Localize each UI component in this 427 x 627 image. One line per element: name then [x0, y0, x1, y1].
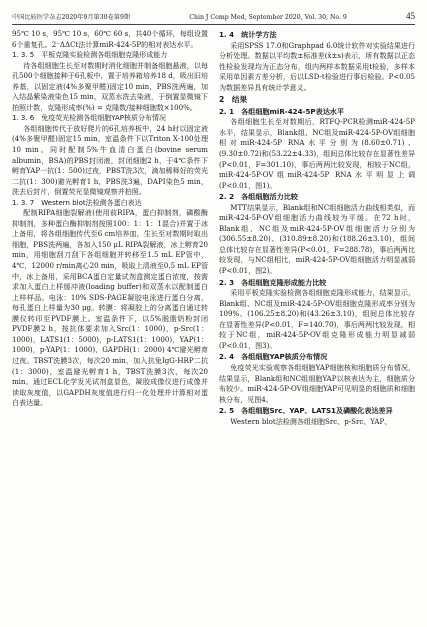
- page-number: 45: [406, 11, 415, 21]
- section-heading: 2. 3 各组细胞克隆形成能力比较: [219, 277, 327, 287]
- subsection-heading: 1. 3. 5 平板克隆实验检测各组细胞克隆形成能力: [12, 51, 168, 60]
- section-heading: 2. 5 各组细胞Src、YAP、LATS1及磷酸化表达差异: [219, 406, 393, 416]
- body-paragraph: 采用平板克隆实验检测各组细胞克隆形成能力，结果显示，Blank组、NC组及miR-424-5P-OV组细胞克隆形成率分别为109%、(106.25±8.20)和(43.26±3.10)，组间总体比较存在显著性差异(P<0.01，F=140.70)，事后两两比较发现，相较于NC组，miR-424-5P-OV组克隆形成能力明显减弱(P<0.01，图3)。: [219, 288, 415, 350]
- journal-title-cn: 中国比较医学杂志2020年9月第30卷第9期: [12, 14, 131, 21]
- body-paragraph: MTT结果显示，Blank组和NC组细胞活力曲线相类似，而miR-424-5P-OV组细胞活力曲线较为平缓。在72 h时，Blank组、NC组及miR-424-5P-OV组细胞活力分别为(306.55±8.20)、(310.89±8.20)和(188.26±3.10)，组间总体比较存在显著性差异(P<0.01，F=288.78)，事后两两比较发现，与NC组相比，miR-424-5P-OV组细胞活力明显减弱(P<0.01，图2)。: [219, 202, 415, 276]
- body-paragraph: 免疫荧光实验观察各组细胞YAP细胞核和细胞质分布情况，结果显示，Blank组和NC组细胞YAP以核表达为主，细胞质分布较少。miR-424-5P-OV组细胞YAP可见明显的细胞质和细胞核分布，见图4。: [219, 362, 415, 404]
- body-paragraph: 各组细胞生长至对数期后，RTFQ-PCR检测miR-424-5P水平，结果显示，Blank组、NC组及miR-424-5P-OV组细胞相对miR-424-5P RNA水平分别为(8.60±0.71)、(9.30±0.72)和(53.22±4.33)，组间总体比较存在显著性差异(P<0.01，F=301.10)，事后两两比较发现，相较于NC组，miR-424-5P-OV组miR-424-5P RNA水平明显上调(P<0.01，图1)。: [219, 117, 415, 190]
- right-column: [219, 29, 415, 627]
- body-paragraph: 配制RIPA细胞裂解液(使用前RIPA，蛋白抑制剂，磷酸酶抑制剂，多种蛋白酶抑制剂按照100：1：1：1混合)并置于冰上备用，将各组细胞传代至6 cm培养皿，生长至对数期时取出细胞，PBS洗两遍，各加入150 μL RIPA裂解液，冰上孵育20 min，用细胞刮刀刮下各组细胞并转移至1.5 mL EP管中，4℃，12000 r/min离心20 min，吸取上清液至0.5 mL EP管中，冰上备用，采用BCA蛋白定量试剂盒测定蛋白浓度，按需求加入蛋白上样缓冲液(loading buffer)和双蒸水以配制蛋白上样样品。电泳：10% SDS-PAGE凝胶电泳进行蛋白分离，每孔蛋白上样量为30 μg。转膜：将凝胶上的分离蛋白通过转膜仪转印至PVDF膜上。室温条件下，以5%脱脂奶粉封闭PVDF膜2 h，按抗体要求加入Src(1：1000)，p-Src(1：1000)，LATS1(1：5000)，p-LATS1(1：1000)，YAP(1：1000)，p-YAP(1：1000)，GAPDH(1：2000) 4℃避光孵育过夜。TBST洗膜3次，每次20 min，加入抗兔IgG-HRP二抗(1：3000)，室温避光孵育1 h，TBST洗膜3次，每次20 min。通过ECL化学发光试剂盒显色，凝胶成像仪进行成像并读取灰度值，以GAPDH灰度值进行归一化处理并计算相对蛋白表达量。: [12, 208, 208, 408]
- left-column: [12, 29, 208, 627]
- body-paragraph: 各组细胞传代于放好爬片的6孔培养板中，24 h时以固定液(4%多聚甲醛)固定15 min，室温条件下以Triton X-100处理10 min。同时配制5%牛血清白蛋白(bovine serum albumin，BSA)的PBS封闭液，封闭细胞2 h，于4℃条件下孵育YAP一抗(1：500)过夜，PBST洗3次，滴加稀释好的荧光二抗(1：300)避光孵育1 h，PBS洗3遍，DAPI染色5 min，洗去后封片，倒置荧光显微镜观察并拍照。: [12, 123, 208, 197]
- journal-title-en: Chin J Comp Med, September 2020, Vol. 30, No. 9: [189, 14, 347, 21]
- body-paragraph: 95℃ 10 s，95℃ 10 s，60℃ 60 s，共40个循环，每组设置6个重复孔。2⁻ΔΔCt法计算miR-424-5P的相对表达水平。: [12, 29, 208, 49]
- section-heading: 2 结果: [219, 95, 248, 105]
- section-heading: 2. 1 各组细胞miR-424-5P表达水平: [219, 106, 344, 116]
- running-header: [12, 9, 415, 25]
- section-heading: 2. 4 各组细胞YAP核质分布情况: [219, 352, 328, 362]
- body-paragraph: 待各组细胞生长至对数期时消化细胞并制备细胞悬液，以每孔500个细胞接种于6孔板中，置于培养箱培养18 d，吸出旧培养基，以固定液(4%多聚甲醛)固定10 min，PBS洗两遍，加入结晶紫染液染色15 min，双蒸水洗去染液，于倒置显微镜下拍照计数，克隆形成率(%) = 克隆数/接种细胞数×100%。: [12, 60, 208, 112]
- section-heading: 1. 4 统计学方法: [219, 30, 277, 39]
- body-paragraph: Western blot法检测各组细胞Src、p-Src、YAP、: [230, 416, 392, 426]
- body-paragraph: 采用SPSS 17.0和Graphpad 6.0统计软件对实验结果进行分析处理。数据以平均数±标准差(x̄±s)表示，所有数据以正态性检验发现均为正态分布，组内两样本数据采用t检验，多样本采用单因素方差分析，后以LSD-t检验进行事后检验。P<0.05为数据差异具有统计学意义。: [219, 40, 415, 92]
- section-heading: 2. 2 各组细胞活力比较: [219, 192, 298, 202]
- subsection-heading: 1. 3. 7 Western blot法检测各蛋白表达: [12, 198, 142, 207]
- subsection-heading: 1. 3. 6 免疫荧光检测各组细胞YAP核质分布情况: [12, 114, 167, 123]
